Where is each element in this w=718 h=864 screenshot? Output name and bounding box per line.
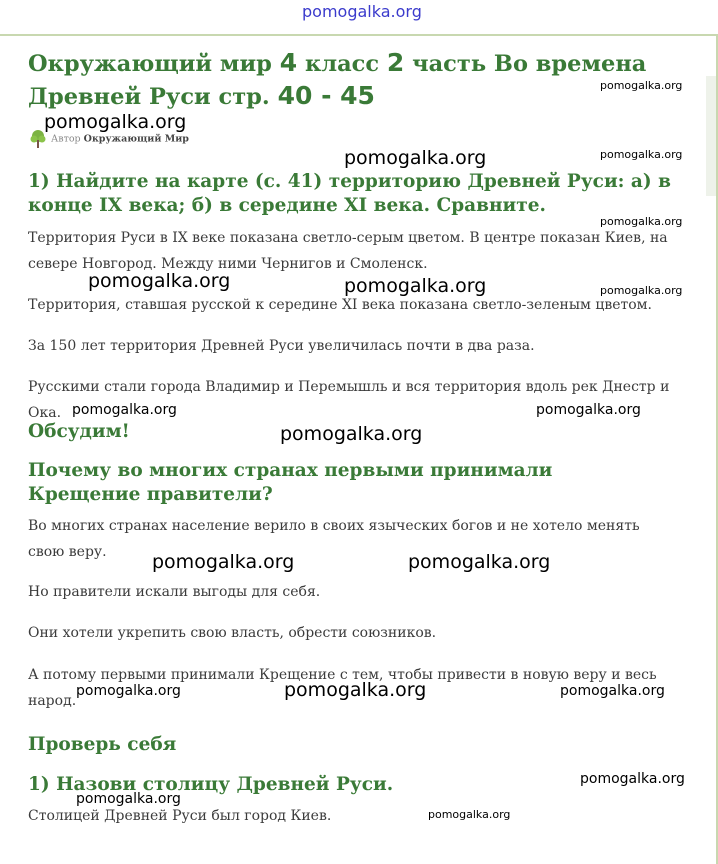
watermark: pomogalka.org bbox=[76, 683, 181, 699]
paragraph: Русскими стали города Владимир и Перемышль и вся территория вдоль рек Днестр и Ока. bbox=[28, 379, 670, 421]
watermark: pomogalka.org bbox=[560, 683, 665, 699]
watermark: pomogalka.org bbox=[76, 791, 181, 807]
section1-heading: 1) Найдите на карте (с. 41) территорию Древней Руси: а) в конце IX века; б) в середине XI века. Сравните. bbox=[28, 171, 671, 216]
paragraph: Во многих странах население верило в своих языческих богов и не хотело менять свою веру. bbox=[28, 518, 640, 560]
watermark: pomogalka.org bbox=[44, 111, 187, 133]
site-header bbox=[0, 0, 718, 34]
question-heading: Почему во многих странах первыми принимали Крещение правители? bbox=[28, 460, 553, 505]
watermark: pomogalka.org bbox=[344, 147, 487, 169]
paragraph: Они хотели укрепить свою власть, обрести союзников. bbox=[28, 625, 437, 641]
watermark: pomogalka.org bbox=[580, 771, 685, 787]
watermark: pomogalka.org bbox=[408, 551, 551, 573]
watermark: pomogalka.org bbox=[600, 79, 683, 92]
check-question: 1) Назови столицу Древней Руси. bbox=[28, 774, 394, 795]
discuss-heading: Обсудим! bbox=[28, 421, 130, 442]
watermark: pomogalka.org bbox=[536, 402, 641, 418]
sidebar-strip bbox=[706, 76, 716, 196]
watermark: pomogalka.org bbox=[344, 275, 487, 297]
page-title: Окружающий мир 4 класс 2 часть Во времена Древней Руси стр. 40 - 45 bbox=[28, 48, 647, 110]
paragraph: Столицей Древней Руси был город Киев. bbox=[28, 808, 332, 824]
watermark: pomogalka.org bbox=[600, 215, 683, 228]
paragraph: Но правители искали выгоды для себя. bbox=[28, 584, 321, 600]
watermark: pomogalka.org bbox=[428, 808, 511, 821]
paragraph: Территория, ставшая русской к середине XI века показана светло-зеленым цветом. bbox=[28, 297, 652, 313]
watermark: pomogalka.org bbox=[600, 284, 683, 297]
check-heading: Проверь себя bbox=[28, 734, 177, 755]
author-label: Автор bbox=[51, 133, 81, 145]
watermark: pomogalka.org bbox=[72, 402, 177, 418]
paragraph: А потому первыми принимали Крещение с тем, чтобы привести в новую веру и весь народ. bbox=[28, 667, 657, 709]
watermark: pomogalka.org bbox=[280, 423, 423, 445]
watermark: pomogalka.org bbox=[600, 148, 683, 161]
watermark: pomogalka.org bbox=[88, 270, 231, 292]
author-name[interactable]: Окружающий Мир bbox=[83, 133, 189, 145]
paragraph: За 150 лет территория Древней Руси увеличилась почти в два раза. bbox=[28, 338, 535, 354]
site-link[interactable]: pomogalka.org bbox=[302, 2, 422, 21]
watermark: pomogalka.org bbox=[152, 551, 295, 573]
paragraph: Территория Руси в IX веке показана светло-серым цветом. В центре показан Киев, на севере Новгород. Между ними Чернигов и Смоленск. bbox=[28, 230, 668, 272]
watermark: pomogalka.org bbox=[284, 679, 427, 701]
